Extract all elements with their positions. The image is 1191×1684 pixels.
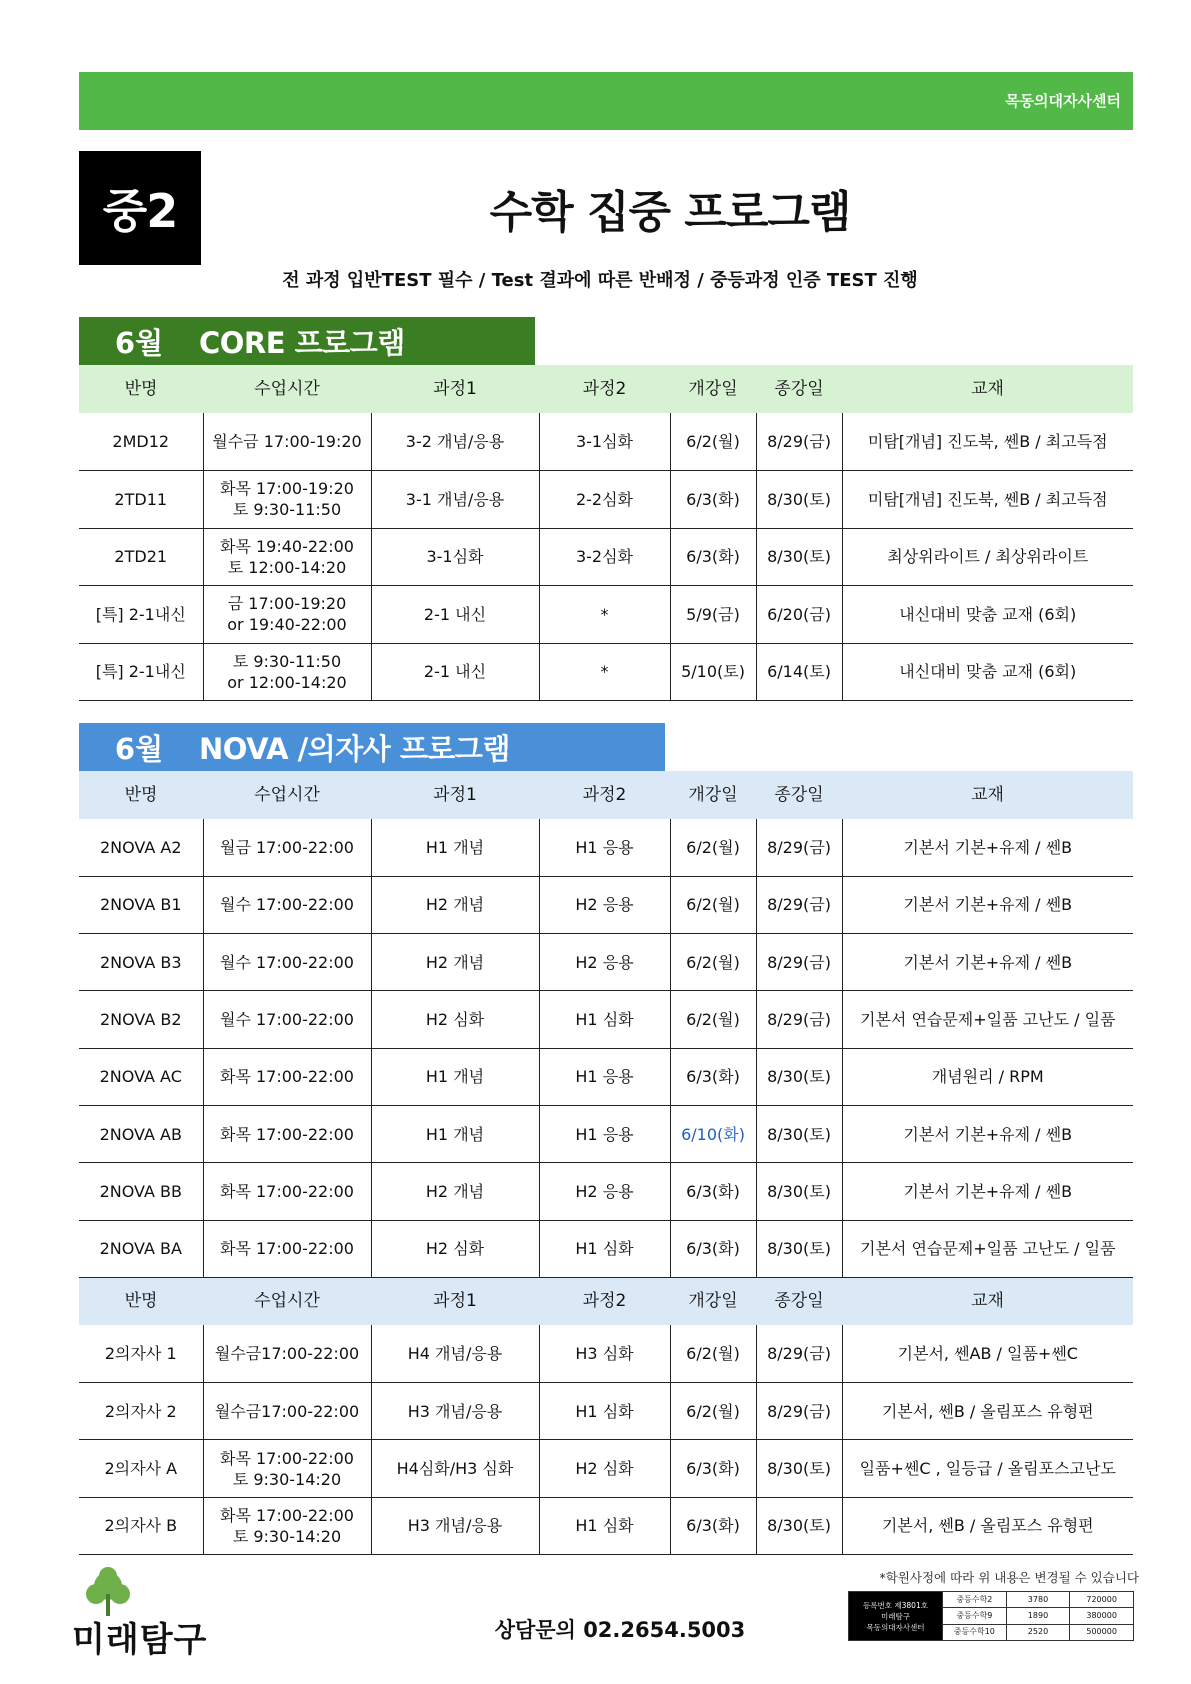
col-header: 교재 bbox=[842, 1277, 1133, 1325]
core-section-tab bbox=[79, 317, 535, 365]
core-program-name: CORE 프로그램 bbox=[199, 325, 405, 360]
course2-cell: * bbox=[539, 586, 670, 644]
class-time-cell bbox=[203, 528, 371, 586]
course1-cell: H3 개념/응용 bbox=[371, 1497, 539, 1554]
table-row bbox=[79, 471, 1133, 529]
col-header: 수업시간 bbox=[203, 771, 371, 819]
class-name-cell: 2MD12 bbox=[79, 413, 203, 471]
end-date-cell: 8/29(금) bbox=[756, 1383, 842, 1440]
reg-line: 등록번호 제3801호 bbox=[863, 1600, 928, 1610]
start-date-cell: 6/2(월) bbox=[670, 819, 756, 876]
time-line: 토 12:00-14:20 bbox=[227, 557, 347, 577]
col-header: 교재 bbox=[842, 365, 1133, 413]
core-schedule-table bbox=[79, 365, 1133, 701]
class-name-cell: 2NOVA BA bbox=[79, 1220, 203, 1277]
col-header: 개강일 bbox=[670, 365, 756, 413]
textbook-cell: 기본서 기본+유제 / 쎈B bbox=[842, 1163, 1133, 1220]
time-line: 화목 17:00-22:00 bbox=[220, 1181, 354, 1201]
start-date-cell: 6/2(월) bbox=[670, 876, 756, 933]
table-row bbox=[79, 1220, 1133, 1277]
class-time-cell bbox=[203, 934, 371, 991]
course2-cell: H2 응용 bbox=[539, 1163, 670, 1220]
textbook-cell: 기본서, 쎈AB / 일품+쎈C bbox=[842, 1325, 1133, 1382]
textbook-cell: 기본서 연습문제+일품 고난도 / 일품 bbox=[842, 1220, 1133, 1277]
start-date-cell: 6/3(화) bbox=[670, 528, 756, 586]
col-header: 개강일 bbox=[670, 1277, 756, 1325]
start-date-cell: 5/9(금) bbox=[670, 586, 756, 644]
end-date-cell: 6/20(금) bbox=[756, 586, 842, 644]
class-name-cell: 2NOVA B1 bbox=[79, 876, 203, 933]
course2-cell: H1 심화 bbox=[539, 1497, 670, 1554]
textbook-cell: 내신대비 맞춤 교재 (6회) bbox=[842, 643, 1133, 701]
class-time-cell bbox=[203, 1048, 371, 1105]
fee-course: 중등수학2 bbox=[943, 1592, 1007, 1608]
course2-cell: H1 응용 bbox=[539, 1048, 670, 1105]
org-name: 목동의대자사센터 bbox=[1005, 92, 1121, 110]
textbook-cell: 최상위라이트 / 최상위라이트 bbox=[842, 528, 1133, 586]
table-row bbox=[79, 643, 1133, 701]
col-header: 종강일 bbox=[756, 771, 842, 819]
textbook-cell: 내신대비 맞춤 교재 (6회) bbox=[842, 586, 1133, 644]
textbook-cell: 기본서 기본+유제 / 쎈B bbox=[842, 819, 1133, 876]
col-header: 과정1 bbox=[371, 1277, 539, 1325]
textbook-cell: 기본서, 쎈B / 올림포스 유형편 bbox=[842, 1383, 1133, 1440]
col-header: 개강일 bbox=[670, 771, 756, 819]
table-row bbox=[79, 586, 1133, 644]
core-month: 6월 bbox=[114, 325, 164, 360]
fee-amount: 380000 bbox=[1070, 1608, 1134, 1624]
class-time-cell bbox=[203, 1497, 371, 1554]
time-line: 화목 17:00-22:00 bbox=[220, 1505, 354, 1525]
table-row bbox=[79, 413, 1133, 471]
end-date-cell: 8/30(토) bbox=[756, 1105, 842, 1162]
course2-cell: H1 심화 bbox=[539, 1383, 670, 1440]
start-date-cell: 6/2(월) bbox=[670, 1383, 756, 1440]
course2-cell: 3-2심화 bbox=[539, 528, 670, 586]
fee-hours: 2520 bbox=[1006, 1624, 1070, 1640]
start-date-cell: 6/2(월) bbox=[670, 1325, 756, 1382]
course1-cell: H3 개념/응용 bbox=[371, 1383, 539, 1440]
class-name-cell: [특] 2-1내신 bbox=[79, 586, 203, 644]
course2-cell: H2 응용 bbox=[539, 934, 670, 991]
end-date-cell: 8/29(금) bbox=[756, 819, 842, 876]
nova-schedule-table bbox=[79, 771, 1133, 1555]
time-line: 화목 17:00-22:00 bbox=[220, 1124, 354, 1144]
end-date-cell: 8/29(금) bbox=[756, 991, 842, 1048]
col-header: 수업시간 bbox=[203, 365, 371, 413]
nova-section-tab bbox=[79, 723, 665, 771]
course1-cell: H1 개념 bbox=[371, 1105, 539, 1162]
time-line: 금 17:00-19:20 bbox=[227, 594, 347, 614]
header-bar bbox=[79, 72, 1133, 130]
textbook-cell: 미탐[개념] 진도북, 쎈B / 최고득점 bbox=[842, 471, 1133, 529]
reg-line: 목동의대자사센터 bbox=[866, 1622, 925, 1632]
end-date-cell: 6/14(토) bbox=[756, 643, 842, 701]
table-row bbox=[79, 1325, 1133, 1382]
time-line: 화목 17:00-22:00 bbox=[220, 1239, 354, 1259]
course1-cell: H2 개념 bbox=[371, 876, 539, 933]
course2-cell: 2-2심화 bbox=[539, 471, 670, 529]
time-line: 월수 17:00-22:00 bbox=[220, 1010, 354, 1030]
class-name-cell: 2NOVA B3 bbox=[79, 934, 203, 991]
class-time-cell bbox=[203, 1163, 371, 1220]
textbook-cell: 기본서 기본+유제 / 쎈B bbox=[842, 1105, 1133, 1162]
end-date-cell: 8/30(토) bbox=[756, 1497, 842, 1554]
class-name-cell: 2의자사 2 bbox=[79, 1383, 203, 1440]
course2-cell: H1 심화 bbox=[539, 991, 670, 1048]
table-row bbox=[79, 1163, 1133, 1220]
contact-phone: 상담문의 02.2654.5003 bbox=[494, 1618, 746, 1642]
textbook-cell: 기본서 기본+유제 / 쎈B bbox=[842, 876, 1133, 933]
time-line: 토 9:30-14:20 bbox=[232, 1526, 342, 1546]
uija-header-row bbox=[79, 1277, 1133, 1325]
time-line: or 12:00-14:20 bbox=[227, 672, 347, 692]
end-date-cell: 8/30(토) bbox=[756, 471, 842, 529]
col-header: 교재 bbox=[842, 771, 1133, 819]
registration-label bbox=[849, 1592, 943, 1641]
fee-hours: 1890 bbox=[1006, 1608, 1070, 1624]
class-time-cell bbox=[203, 471, 371, 529]
course2-cell: H2 응용 bbox=[539, 876, 670, 933]
time-line: 화목 17:00-19:20 bbox=[220, 479, 354, 499]
time-line: 월수금 17:00-19:20 bbox=[212, 432, 362, 451]
table-row bbox=[79, 1383, 1133, 1440]
page-title: 수학 집중 프로그램 bbox=[489, 187, 851, 238]
col-header: 과정2 bbox=[539, 1277, 670, 1325]
col-header: 과정2 bbox=[539, 771, 670, 819]
end-date-cell: 8/29(금) bbox=[756, 413, 842, 471]
end-date-cell: 8/29(금) bbox=[756, 934, 842, 991]
start-date-cell: 6/3(화) bbox=[670, 1497, 756, 1554]
table-row bbox=[79, 934, 1133, 991]
end-date-cell: 8/30(토) bbox=[756, 1220, 842, 1277]
time-line: 월수금17:00-22:00 bbox=[214, 1401, 360, 1421]
page-subtitle: 전 과정 입반TEST 필수 / Test 결과에 따른 반배정 / 중등과정 인증 TEST 진행 bbox=[282, 270, 918, 291]
table-row bbox=[79, 819, 1133, 876]
start-date-cell: 6/10(화) bbox=[670, 1105, 756, 1162]
time-line: or 19:40-22:00 bbox=[227, 615, 347, 635]
class-time-cell bbox=[203, 876, 371, 933]
nova-month: 6월 bbox=[114, 731, 164, 766]
col-header: 종강일 bbox=[756, 365, 842, 413]
time-line: 화목 19:40-22:00 bbox=[220, 536, 354, 556]
nova-program-name: NOVA /의자사 프로그램 bbox=[199, 731, 510, 766]
time-line: 토 9:30-14:20 bbox=[232, 1469, 342, 1489]
class-name-cell: 2TD11 bbox=[79, 471, 203, 529]
col-header: 수업시간 bbox=[203, 1277, 371, 1325]
fee-amount: 720000 bbox=[1070, 1592, 1134, 1608]
start-date-cell: 6/3(화) bbox=[670, 1048, 756, 1105]
course1-cell: H2 개념 bbox=[371, 934, 539, 991]
col-header: 과정2 bbox=[539, 365, 670, 413]
textbook-cell: 일품+쎈C , 일등급 / 올림포스고난도 bbox=[842, 1440, 1133, 1497]
course2-cell: H1 응용 bbox=[539, 819, 670, 876]
course2-cell: H2 심화 bbox=[539, 1440, 670, 1497]
course2-cell: H1 응용 bbox=[539, 1105, 670, 1162]
time-line: 화목 17:00-22:00 bbox=[220, 1448, 354, 1468]
textbook-cell: 미탐[개념] 진도북, 쎈B / 최고득점 bbox=[842, 413, 1133, 471]
textbook-cell: 기본서 기본+유제 / 쎈B bbox=[842, 934, 1133, 991]
course2-cell: 3-1심화 bbox=[539, 413, 670, 471]
course2-cell: * bbox=[539, 643, 670, 701]
start-date-cell: 6/3(화) bbox=[670, 1220, 756, 1277]
end-date-cell: 8/29(금) bbox=[756, 1325, 842, 1382]
time-line: 화목 17:00-22:00 bbox=[220, 1067, 354, 1087]
course1-cell: H2 심화 bbox=[371, 991, 539, 1048]
end-date-cell: 8/30(토) bbox=[756, 1163, 842, 1220]
class-time-cell bbox=[203, 1105, 371, 1162]
core-header-row bbox=[79, 365, 1133, 413]
course2-cell: H3 심화 bbox=[539, 1325, 670, 1382]
time-line: 월수 17:00-22:00 bbox=[220, 895, 354, 915]
course1-cell: 3-1심화 bbox=[371, 528, 539, 586]
class-time-cell bbox=[203, 819, 371, 876]
time-line: 월수금17:00-22:00 bbox=[214, 1344, 360, 1364]
class-name-cell: 2TD21 bbox=[79, 528, 203, 586]
end-date-cell: 8/29(금) bbox=[756, 876, 842, 933]
end-date-cell: 8/30(토) bbox=[756, 528, 842, 586]
start-date-cell: 6/2(월) bbox=[670, 991, 756, 1048]
course1-cell: H2 개념 bbox=[371, 1163, 539, 1220]
col-header: 반명 bbox=[79, 365, 203, 413]
registration-table bbox=[848, 1591, 1134, 1641]
fee-course: 중등수학9 bbox=[943, 1608, 1007, 1624]
table-row bbox=[79, 876, 1133, 933]
course1-cell: H2 심화 bbox=[371, 1220, 539, 1277]
table-row bbox=[79, 1105, 1133, 1162]
time-line: 월수 17:00-22:00 bbox=[220, 952, 354, 972]
class-name-cell: [특] 2-1내신 bbox=[79, 643, 203, 701]
table-row bbox=[79, 1440, 1133, 1497]
end-date-cell: 8/30(토) bbox=[756, 1440, 842, 1497]
textbook-cell: 개념원리 / RPM bbox=[842, 1048, 1133, 1105]
start-date-cell: 6/3(화) bbox=[670, 1440, 756, 1497]
course1-cell: 2-1 내신 bbox=[371, 586, 539, 644]
class-name-cell: 2의자사 1 bbox=[79, 1325, 203, 1382]
time-line: 월금 17:00-22:00 bbox=[220, 837, 354, 857]
time-line: 토 9:30-11:50 bbox=[232, 500, 342, 520]
start-date-cell: 6/2(월) bbox=[670, 413, 756, 471]
class-time-cell bbox=[203, 1383, 371, 1440]
col-header: 종강일 bbox=[756, 1277, 842, 1325]
grade-badge: 중2 bbox=[79, 151, 201, 265]
end-date-cell: 8/30(토) bbox=[756, 1048, 842, 1105]
class-name-cell: 2의자사 A bbox=[79, 1440, 203, 1497]
col-header: 과정1 bbox=[371, 771, 539, 819]
class-time-cell bbox=[203, 1220, 371, 1277]
class-name-cell: 2NOVA A2 bbox=[79, 819, 203, 876]
start-date-cell: 6/2(월) bbox=[670, 934, 756, 991]
class-name-cell: 2의자사 B bbox=[79, 1497, 203, 1554]
start-date-cell: 6/3(화) bbox=[670, 471, 756, 529]
fee-amount: 500000 bbox=[1070, 1624, 1134, 1640]
course1-cell: H4심화/H3 심화 bbox=[371, 1440, 539, 1497]
class-time-cell bbox=[203, 586, 371, 644]
col-header: 반명 bbox=[79, 1277, 203, 1325]
class-name-cell: 2NOVA AB bbox=[79, 1105, 203, 1162]
fee-hours: 3780 bbox=[1006, 1592, 1070, 1608]
table-row bbox=[79, 991, 1133, 1048]
change-notice: *학원사정에 따라 위 내용은 변경될 수 있습니다 bbox=[879, 1570, 1139, 1585]
table-row bbox=[79, 528, 1133, 586]
start-date-cell: 6/3(화) bbox=[670, 1163, 756, 1220]
course1-cell: H4 개념/응용 bbox=[371, 1325, 539, 1382]
textbook-cell: 기본서 연습문제+일품 고난도 / 일품 bbox=[842, 991, 1133, 1048]
course1-cell: H1 개념 bbox=[371, 1048, 539, 1105]
course1-cell: 2-1 내신 bbox=[371, 643, 539, 701]
course1-cell: H1 개념 bbox=[371, 819, 539, 876]
fee-course: 중등수학10 bbox=[943, 1624, 1007, 1640]
course2-cell: H1 심화 bbox=[539, 1220, 670, 1277]
time-line: 토 9:30-11:50 bbox=[232, 651, 342, 671]
class-time-cell bbox=[203, 1440, 371, 1497]
class-time-cell bbox=[203, 1325, 371, 1382]
reg-line: 미래탐구 bbox=[881, 1611, 910, 1621]
col-header: 과정1 bbox=[371, 365, 539, 413]
course1-cell: 3-2 개념/응용 bbox=[371, 413, 539, 471]
class-time-cell bbox=[203, 991, 371, 1048]
textbook-cell: 기본서, 쎈B / 올림포스 유형편 bbox=[842, 1497, 1133, 1554]
col-header: 반명 bbox=[79, 771, 203, 819]
start-date-cell: 5/10(토) bbox=[670, 643, 756, 701]
class-name-cell: 2NOVA AC bbox=[79, 1048, 203, 1105]
table-row bbox=[79, 1048, 1133, 1105]
course1-cell: 3-1 개념/응용 bbox=[371, 471, 539, 529]
nova-header-row bbox=[79, 771, 1133, 819]
class-time-cell bbox=[203, 643, 371, 701]
logo-text: 미래탐구 bbox=[72, 1620, 208, 1660]
table-row bbox=[79, 1497, 1133, 1554]
class-name-cell: 2NOVA BB bbox=[79, 1163, 203, 1220]
class-time-cell bbox=[203, 413, 371, 471]
class-name-cell: 2NOVA B2 bbox=[79, 991, 203, 1048]
